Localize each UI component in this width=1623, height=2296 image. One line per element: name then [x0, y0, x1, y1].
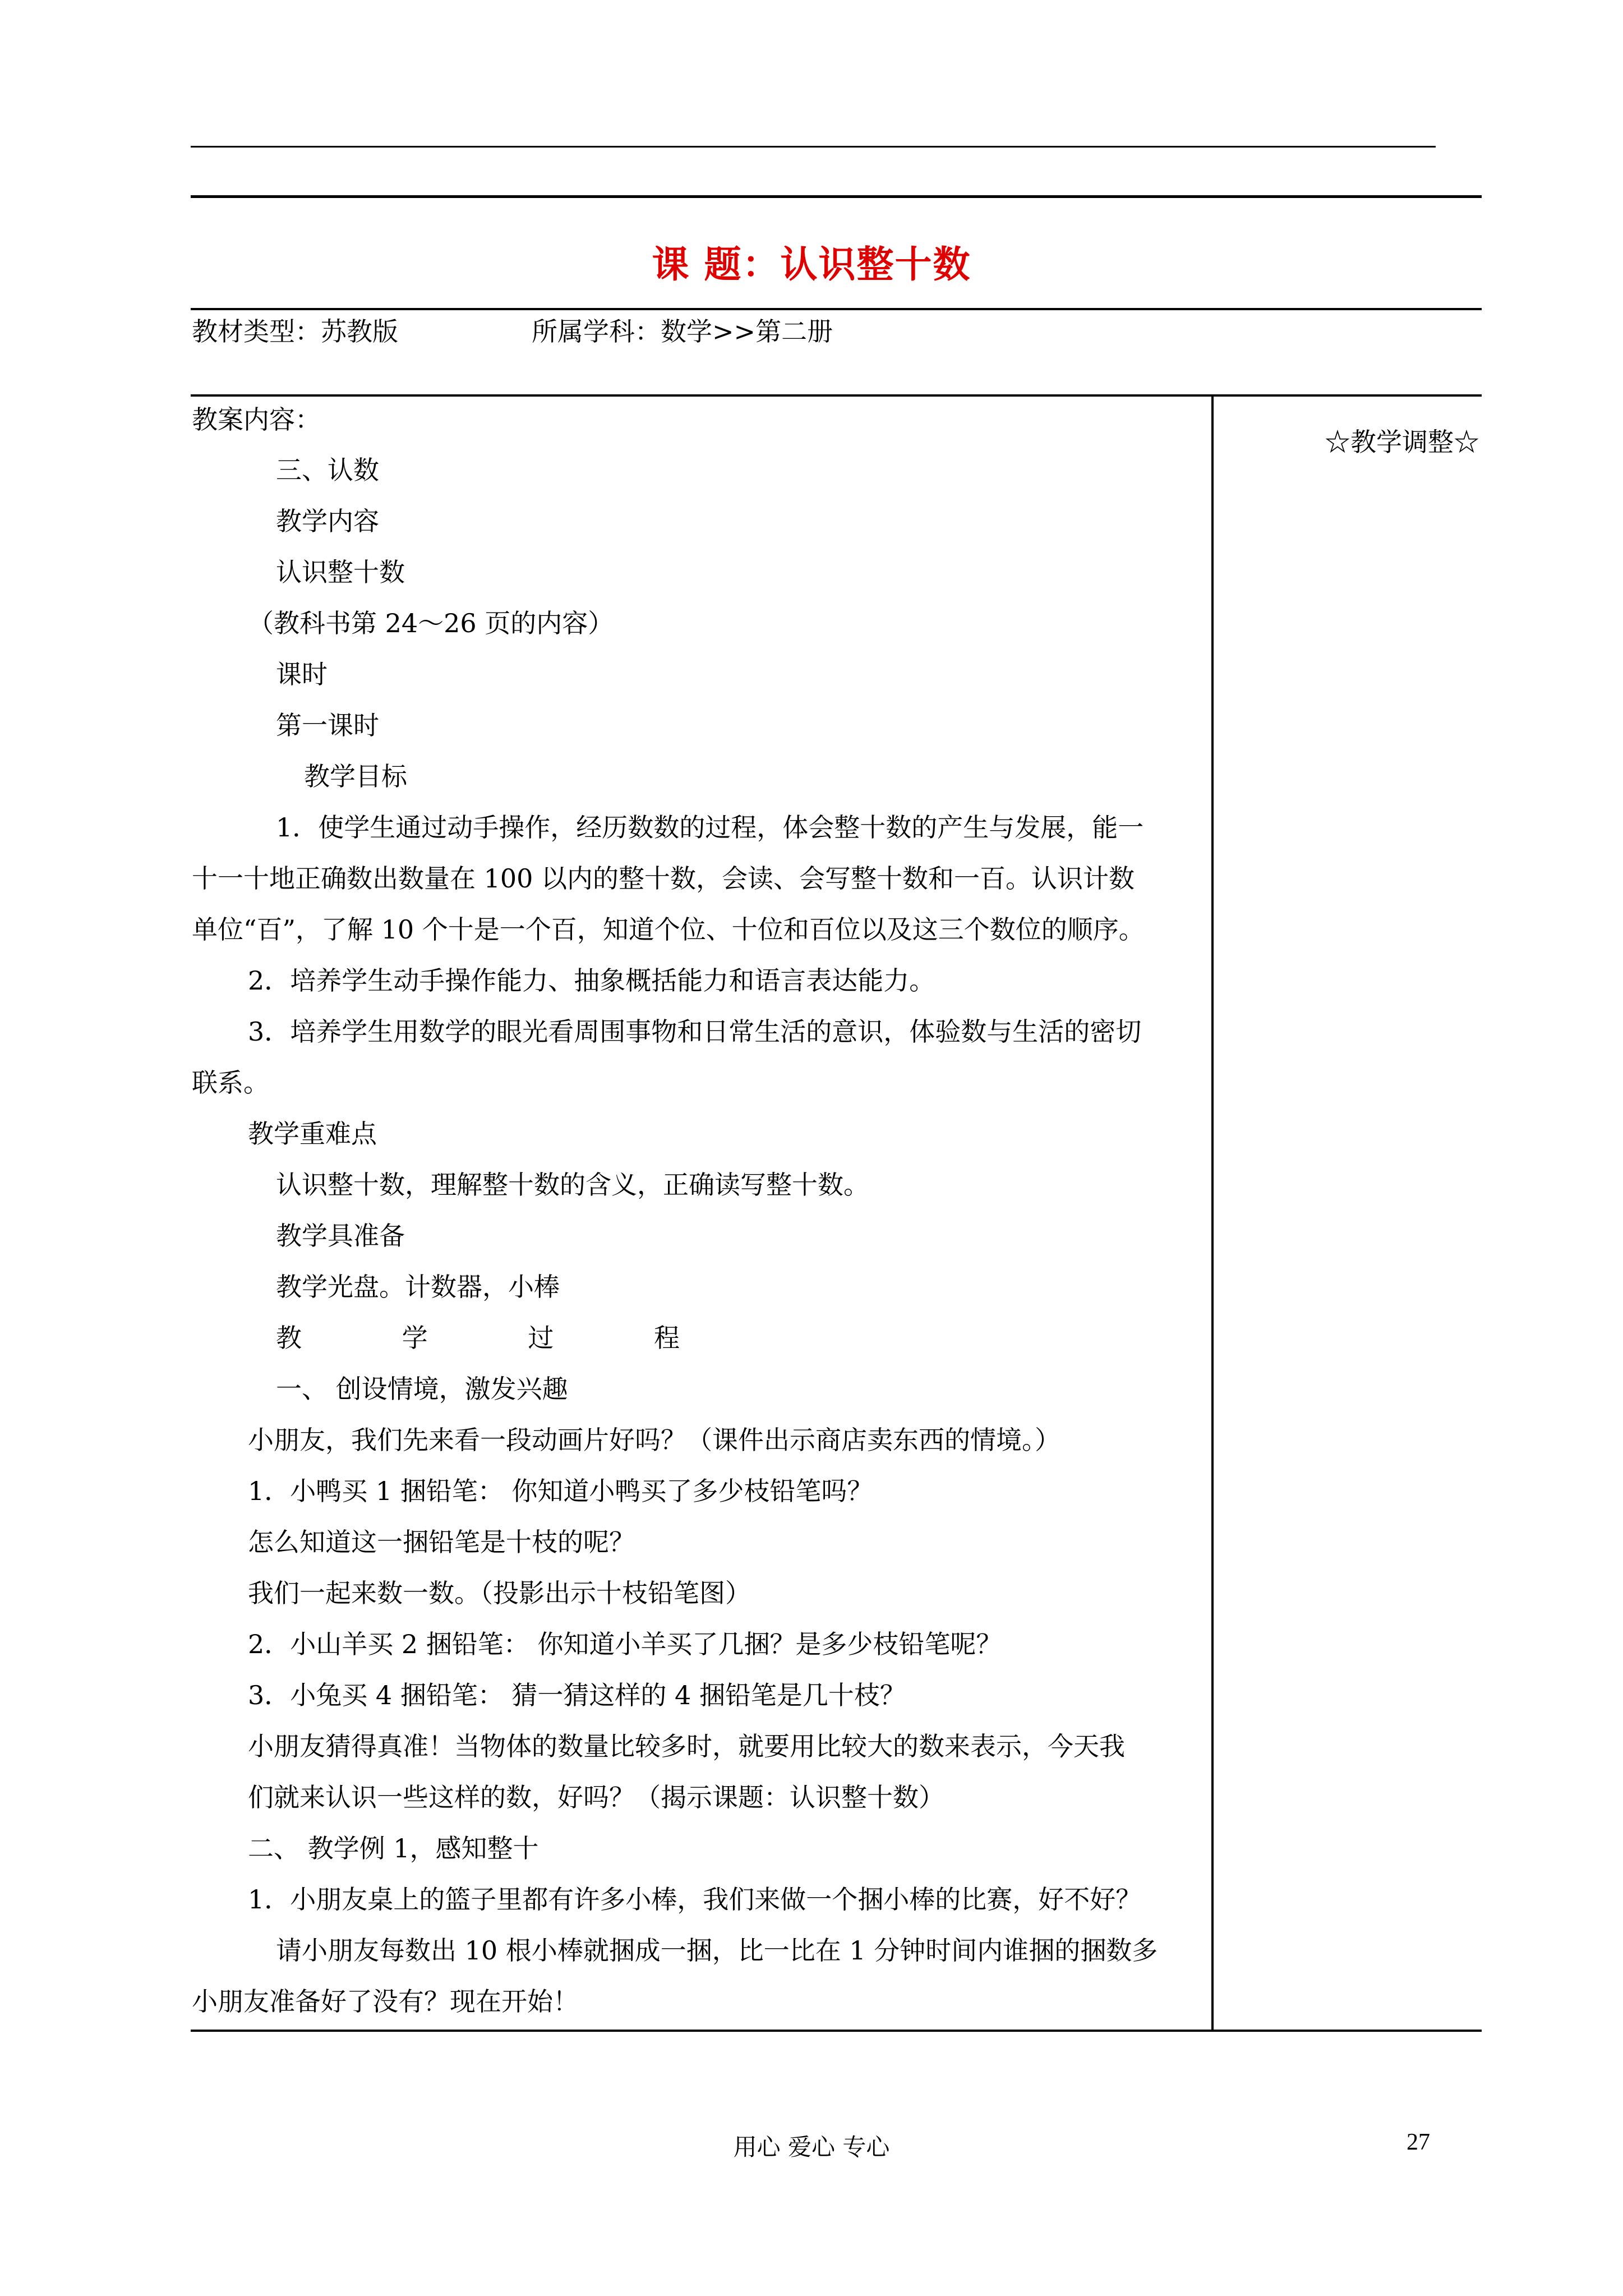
- text-line: 小朋友猜得真准！当物体的数量比较多时，就要用比较大的数来表示，今天我: [248, 1731, 1125, 1761]
- text-line: 请小朋友每数出 10 根小棒就捆成一捆，比一比在 1 分钟时间内谁捆的捆数多: [276, 1935, 1158, 1966]
- meta-rule: [191, 394, 1482, 397]
- title-rule: [191, 308, 1482, 310]
- text-line: 小朋友准备好了没有？现在开始！: [192, 1986, 579, 2017]
- process-char: 程: [653, 1323, 680, 1353]
- section-heading: 一、 创设情境，激发兴趣: [276, 1374, 568, 1404]
- content-divider: [1211, 394, 1214, 2031]
- page-number: 27: [1407, 2129, 1430, 2155]
- text-line: 教学重难点: [248, 1119, 377, 1149]
- subject: 所属学科：数学>>第二册: [532, 316, 833, 347]
- text-line: 1．小朋友桌上的篮子里都有许多小棒，我们来做一个捆小棒的比赛，好不好？: [248, 1884, 1142, 1915]
- process-char: 教: [276, 1323, 302, 1353]
- text-line: （教科书第 24～26 页的内容）: [248, 608, 614, 638]
- text-line: 教学目标: [304, 761, 407, 792]
- text-line: 认识整十数，理解整十数的含义，正确读写整十数。: [276, 1170, 869, 1200]
- text-line: 2．培养学生动手操作能力、抽象概括能力和语言表达能力。: [248, 965, 935, 996]
- teaching-adjustment-title: ☆教学调整☆: [1325, 427, 1479, 457]
- header-rule: [191, 195, 1482, 198]
- text-line: 教学光盘。计数器，小棒: [276, 1272, 560, 1302]
- text-line: 2．小山羊买 2 捆铅笔： 你知道小羊买了几捆？是多少枝铅笔呢？: [248, 1629, 1002, 1659]
- top-rule: [191, 146, 1436, 148]
- content-header: 教案内容：: [192, 404, 321, 435]
- text-line: 教学内容: [276, 506, 379, 536]
- text-line: 认识整十数: [276, 557, 405, 587]
- teaching-process-heading: [276, 1325, 680, 1351]
- text-line: 联系。: [192, 1068, 269, 1098]
- text-line: 我们一起来数一数。（投影出示十枝铅笔图）: [248, 1578, 751, 1608]
- bottom-rule: [191, 2030, 1482, 2032]
- lesson-title: 课 题：认识整十数: [652, 242, 971, 286]
- section-heading: 二、 教学例 1，感知整十: [248, 1833, 539, 1864]
- process-char: 过: [528, 1323, 554, 1353]
- text-line: 单位“百”，了解 10 个十是一个百，知道个位、十位和百位以及这三个数位的顺序。: [192, 914, 1145, 945]
- text-line: 三、认数: [276, 455, 379, 485]
- text-line: 3．培养学生用数学的眼光看周围事物和日常生活的意识，体验数与生活的密切: [248, 1016, 1142, 1047]
- text-line: 课时: [276, 659, 328, 689]
- text-line: 怎么知道这一捆铅笔是十枝的呢？: [248, 1527, 635, 1557]
- text-line: 教学具准备: [276, 1221, 405, 1251]
- process-char: 学: [402, 1323, 428, 1353]
- text-line: 十一十地正确数出数量在 100 以内的整十数，会读、会写整十数和一百。认识计数: [192, 863, 1135, 894]
- material-type: 教材类型：苏教版: [192, 316, 398, 347]
- text-line: 3．小兔买 4 捆铅笔： 猜一猜这样的 4 捆铅笔是几十枝？: [248, 1680, 906, 1710]
- text-line: 1．小鸭买 1 捆铅笔： 你知道小鸭买了多少枝铅笔吗？: [248, 1476, 873, 1506]
- text-line: 小朋友，我们先来看一段动画片好吗？（课件出示商店卖东西的情境。）: [248, 1425, 1061, 1455]
- text-line: 第一课时: [276, 710, 379, 740]
- text-line: 们就来认识一些这样的数，好吗？（揭示课题：认识整十数）: [248, 1782, 944, 1812]
- footer-motto: 用心 爱心 专心: [733, 2133, 890, 2161]
- text-line: 1．使学生通过动手操作，经历数数的过程，体会整十数的产生与发展，能一: [276, 812, 1144, 843]
